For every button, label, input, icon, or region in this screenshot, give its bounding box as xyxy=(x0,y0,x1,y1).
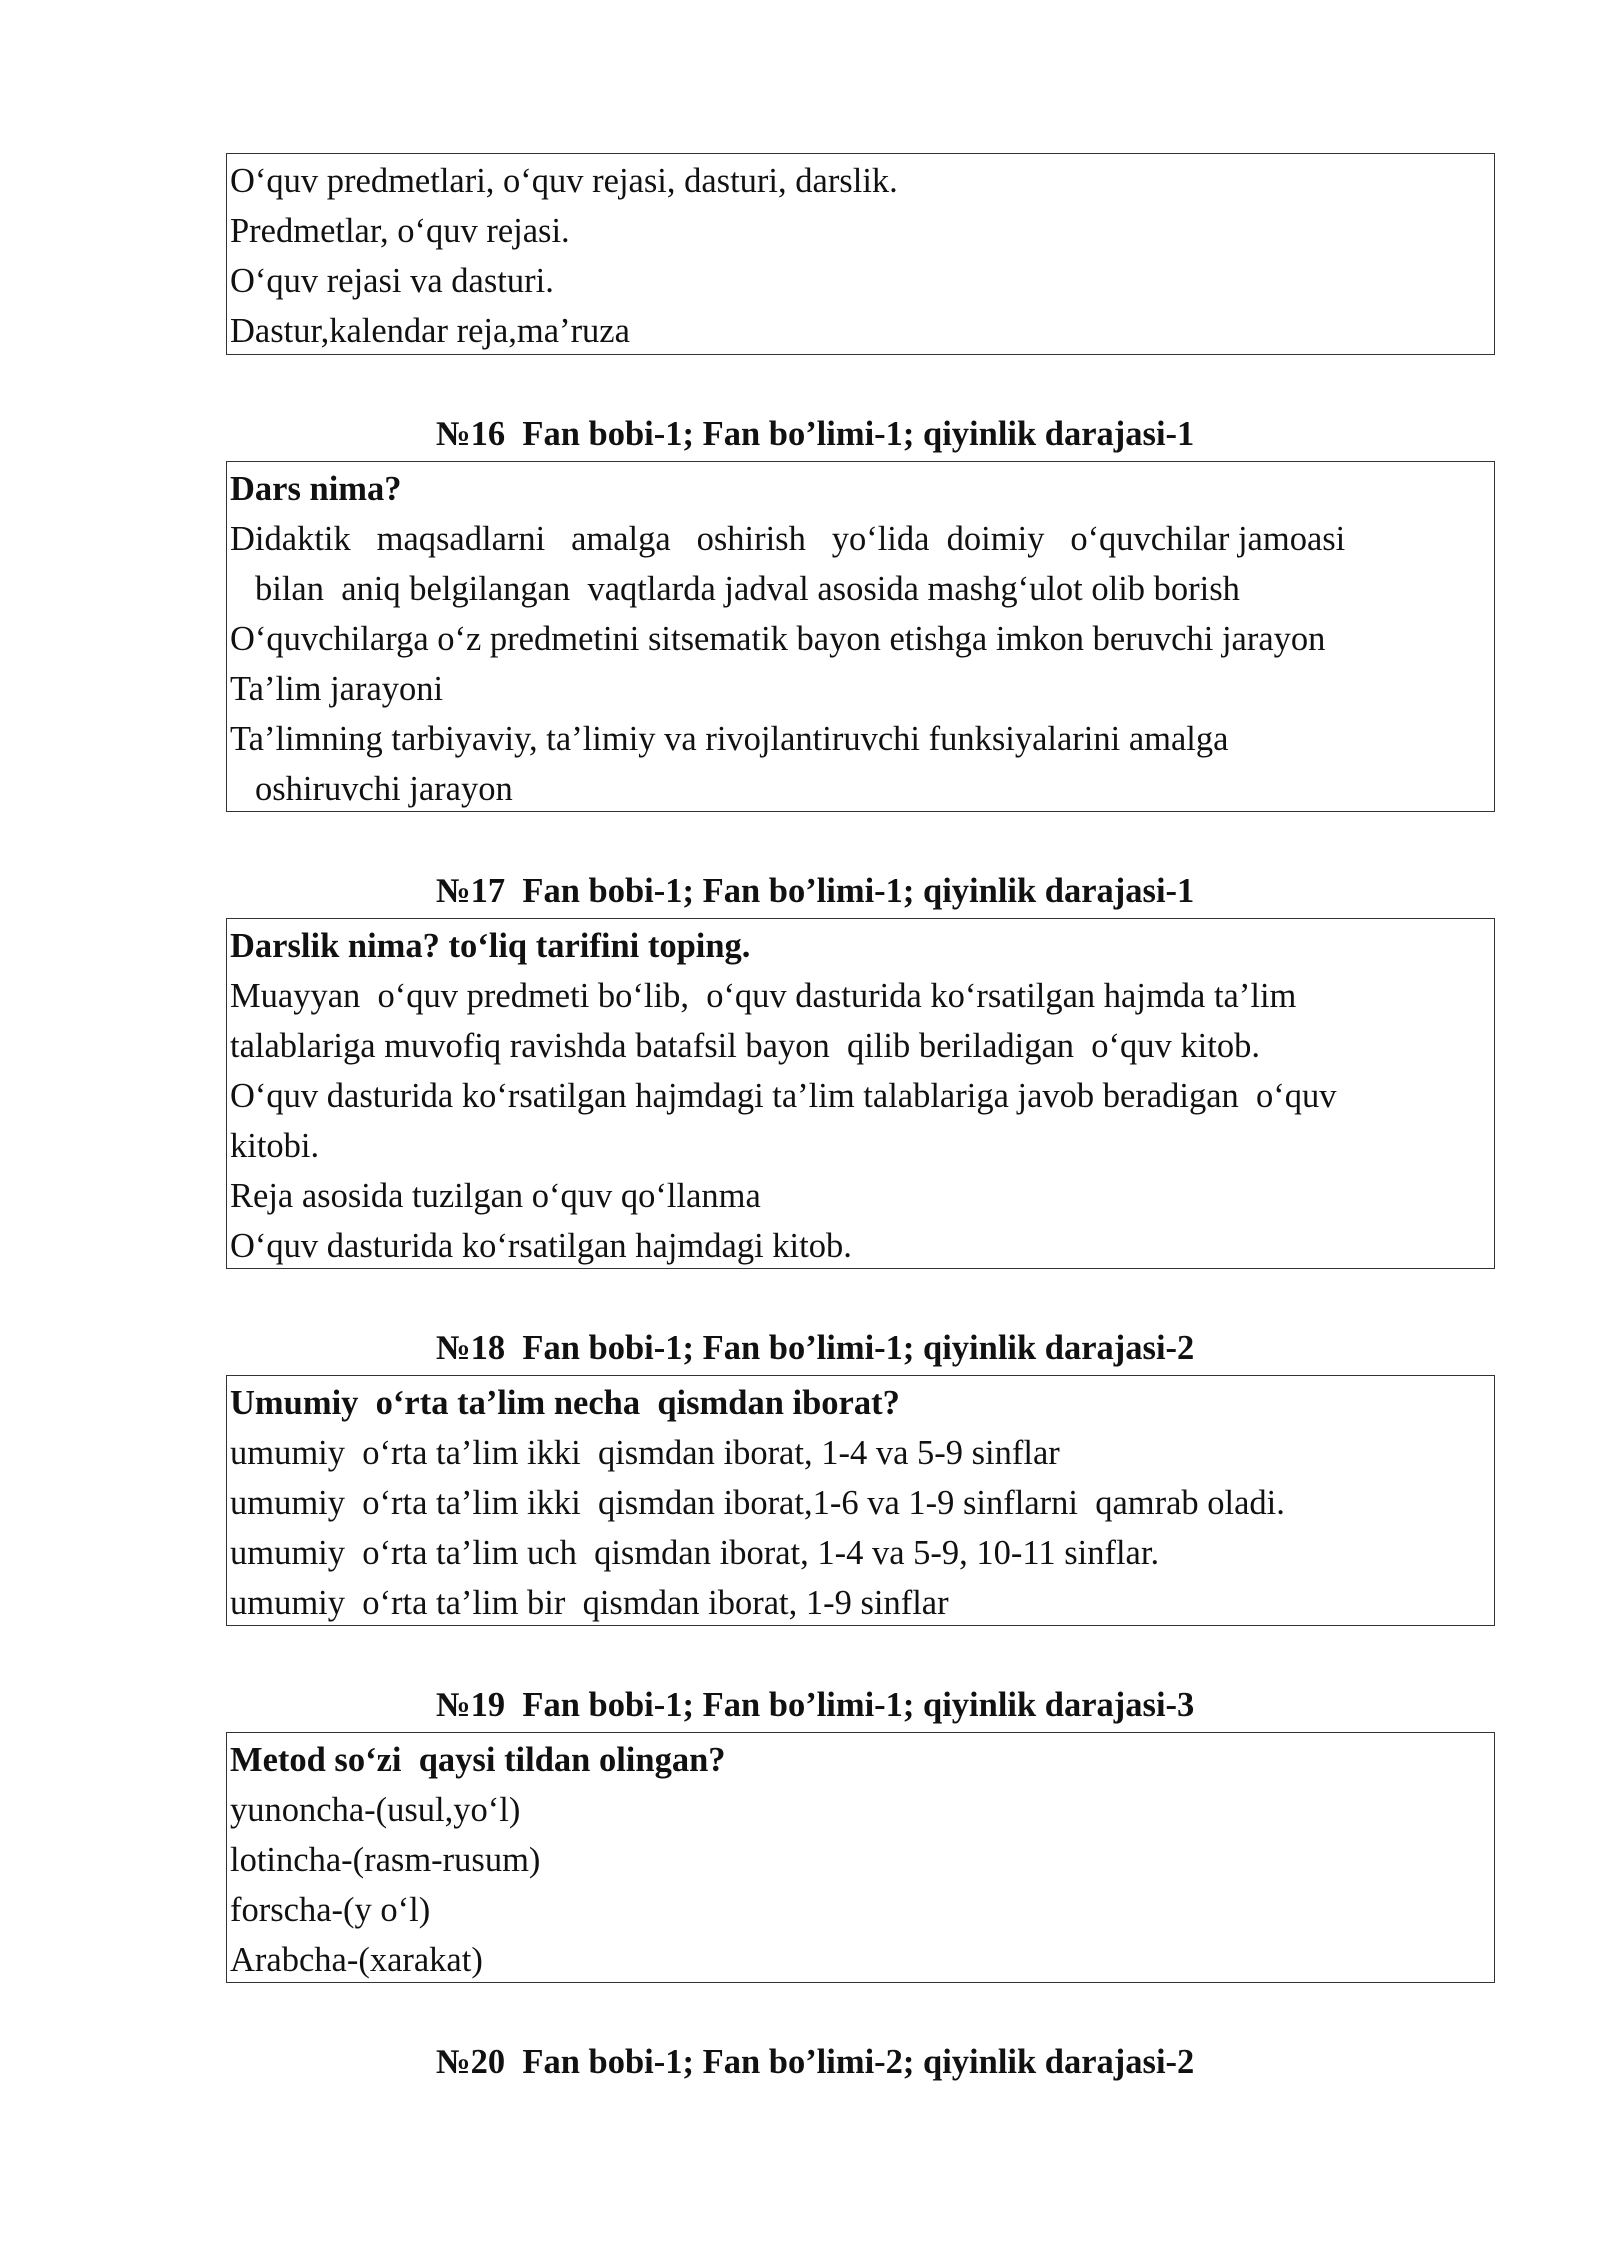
answer-option: O‘quv rejasi va dasturi. xyxy=(230,262,554,300)
answer-option: Dastur,kalendar reja,ma’ruza xyxy=(230,312,630,350)
answer-option-continuation: oshiruvchi jarayon xyxy=(255,770,513,808)
answer-line: talablariga muvofiq ravishda batafsil bayon qilib beriladigan o‘quv kitob. xyxy=(230,1027,1260,1065)
question-box-19 xyxy=(226,1732,1495,1983)
answer-option: yunoncha-(usul,yo‘l) xyxy=(230,1791,521,1829)
answer-option: umumiy o‘rta ta’lim bir qismdan iborat, 1-9 sinflar xyxy=(230,1584,949,1622)
answer-option: lotincha-(rasm-rusum) xyxy=(230,1841,541,1879)
question-heading-18: №18 Fan bobi-1; Fan bo’limi-1; qiyinlik darajasi-2 xyxy=(436,1329,1195,1367)
question-heading-20: №20 Fan bobi-1; Fan bo’limi-2; qiyinlik darajasi-2 xyxy=(436,2043,1195,2081)
answer-line: O‘quv dasturida ko‘rsatilgan hajmdagi ta’lim talablariga javob beradigan o‘quv xyxy=(230,1077,1337,1115)
question-box-17 xyxy=(226,918,1495,1269)
answer-option: umumiy o‘rta ta’lim ikki qismdan iborat,1-6 va 1-9 sinflarni qamrab oladi. xyxy=(230,1484,1285,1522)
answer-option: Arabcha-(xarakat) xyxy=(230,1941,483,1979)
answer-line: Muayyan o‘quv predmeti bo‘lib, o‘quv dasturida ko‘rsatilgan hajmda ta’lim xyxy=(230,977,1297,1015)
question-text: Dars nima? xyxy=(230,470,402,508)
answer-option: umumiy o‘rta ta’lim ikki qismdan iborat, 1-4 va 5-9 sinflar xyxy=(230,1434,1060,1472)
question-heading-16: №16 Fan bobi-1; Fan bo’limi-1; qiyinlik darajasi-1 xyxy=(436,415,1195,453)
answer-line: Reja asosida tuzilgan o‘quv qo‘llanma xyxy=(230,1177,761,1215)
question-box-16 xyxy=(226,461,1495,812)
question-heading-19: №19 Fan bobi-1; Fan bo’limi-1; qiyinlik darajasi-3 xyxy=(436,1686,1195,1724)
answer-option: Predmetlar, o‘quv rejasi. xyxy=(230,212,570,250)
answer-option: O‘quv predmetlari, o‘quv rejasi, dasturi, darslik. xyxy=(230,162,898,200)
question-box-15 xyxy=(226,153,1495,355)
question-heading-17: №17 Fan bobi-1; Fan bo’limi-1; qiyinlik darajasi-1 xyxy=(436,872,1195,910)
answer-line: O‘quv dasturida ko‘rsatilgan hajmdagi kitob. xyxy=(230,1227,852,1265)
answer-option: Didaktik maqsadlarni amalga oshirish yo‘lida doimiy o‘quvchilar jamoasi xyxy=(230,520,1346,558)
answer-line: kitobi. xyxy=(230,1127,320,1165)
answer-option-continuation: bilan aniq belgilangan vaqtlarda jadval asosida mashg‘ulot olib borish xyxy=(255,570,1240,608)
answer-option: umumiy o‘rta ta’lim uch qismdan iborat, 1-4 va 5-9, 10-11 sinflar. xyxy=(230,1534,1160,1572)
question-text: Metod so‘zi qaysi tildan olingan? xyxy=(230,1741,726,1779)
question-text: Darslik nima? to‘liq tarifini toping. xyxy=(230,927,751,965)
answer-option: Ta’limning tarbiyaviy, ta’limiy va rivojlantiruvchi funksiyalarini amalga xyxy=(230,720,1229,758)
question-text: Umumiy o‘rta ta’lim necha qismdan iborat? xyxy=(230,1384,900,1422)
question-box-18 xyxy=(226,1375,1495,1626)
answer-option: Ta’lim jarayoni xyxy=(230,670,444,708)
answer-option: forscha-(y o‘l) xyxy=(230,1891,431,1929)
answer-option: O‘quvchilarga o‘z predmetini sitsematik bayon etishga imkon beruvchi jarayon xyxy=(230,620,1326,658)
